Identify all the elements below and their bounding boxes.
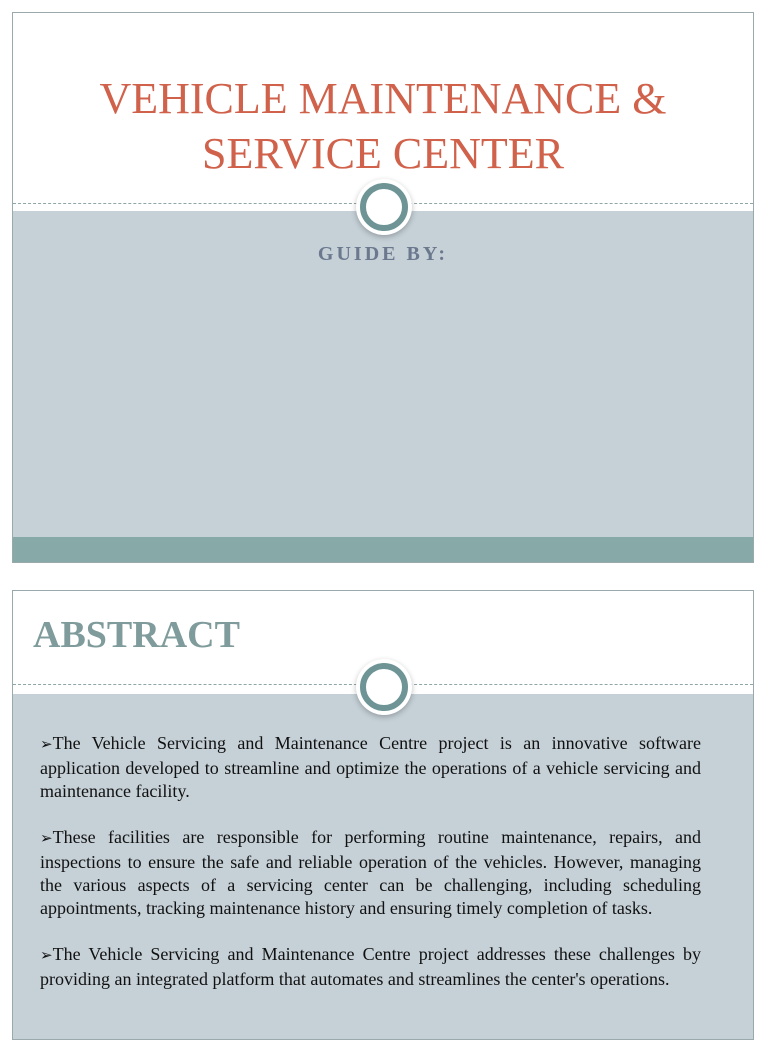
- page-title: [43, 71, 723, 181]
- guide-label: GUIDE BY:: [317, 243, 449, 265]
- title-slide: [12, 12, 754, 563]
- arrow-bullet-icon: ➢: [40, 948, 53, 964]
- abstract-paragraph: [40, 943, 701, 991]
- footer-bar: [13, 537, 753, 563]
- abstract-slide: [12, 590, 754, 1040]
- arrow-bullet-icon: ➢: [40, 831, 53, 847]
- abstract-body: [40, 732, 701, 1014]
- circle-ring-icon: [360, 183, 408, 231]
- paragraph-text: The Vehicle Servicing and Maintenance Centre project addresses these challenges by providing an integrated platform that automates and streamlines the center's operations.: [40, 944, 701, 989]
- title-line-2: SERVICE CENTER: [202, 129, 564, 178]
- abstract-paragraph: [40, 826, 701, 920]
- title-line-1: VEHICLE MAINTENANCE &: [99, 74, 667, 123]
- arrow-bullet-icon: ➢: [40, 737, 53, 753]
- paragraph-text: These facilities are responsible for performing routine maintenance, repairs, and inspections to ensure the safe and reliable operation of the vehicles. However, managing the various aspects of a servicing center can be challenging, including scheduling appointments, tracking maintenance history and ensuring timely completion of tasks.: [40, 827, 701, 918]
- paragraph-text: The Vehicle Servicing and Maintenance Centre project is an innovative software application developed to streamline and optimize the operations of a vehicle servicing and maintenance facility.: [40, 733, 701, 801]
- circle-ring-icon: [360, 663, 408, 711]
- abstract-paragraph: [40, 732, 701, 803]
- section-title: ABSTRACT: [33, 614, 240, 656]
